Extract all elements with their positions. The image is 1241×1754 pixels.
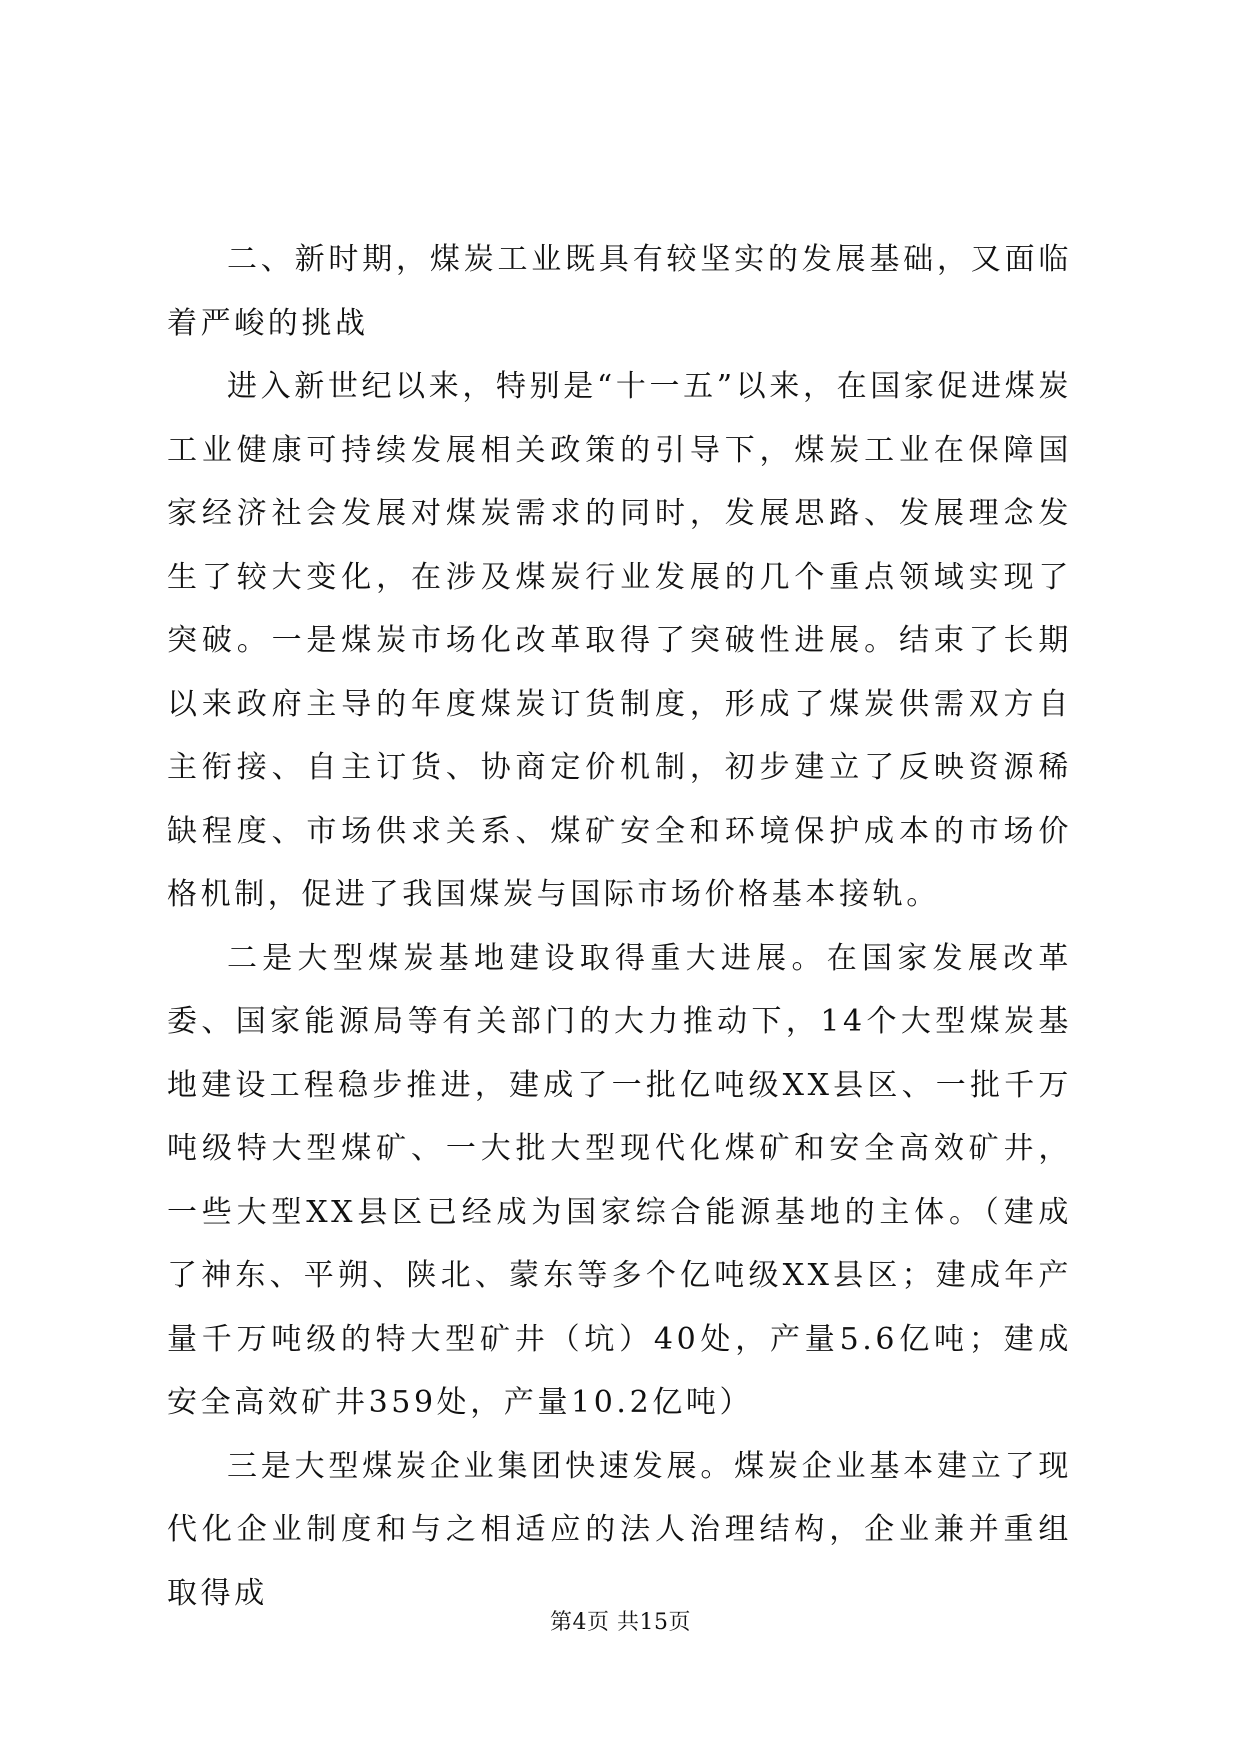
section-heading-paragraph: 二、新时期，煤炭工业既具有较坚实的发展基础，又面临着严峻的挑战 (167, 242, 1072, 341)
page-number-footer: 第4页 共15页 (550, 1610, 691, 1635)
body-paragraph: 三是大型煤炭企业集团快速发展。煤炭企业基本建立了现代化企业制度和与之相适应的法人治理结构，企业兼并重组取得成 (167, 1448, 1072, 1611)
body-paragraph: 进入新世纪以来，特别是“十一五”以来，在国家促进煤炭工业健康可持续发展相关政策的引导下，煤炭工业在保障国家经济社会发展对煤炭需求的同时，发展思路、发展理念发生了较大变化，在涉及煤炭行业发展的几个重点领域实现了突破。一是煤炭市场化改革取得了突破性进展。结束了长期以来政府主导的年度煤炭订货制度，形成了煤炭供需双方自主衔接、自主订货、协商定价机制，初步建立了反映资源稀缺程度、市场供求关系、煤矿安全和环境保护成本的市场价格机制，促进了我国煤炭与国际市场价格基本接轨。 (167, 369, 1072, 912)
document-body (167, 228, 1072, 1625)
body-paragraph: 二是大型煤炭基地建设取得重大进展。在国家发展改革委、国家能源局等有关部门的大力推动下，14个大型煤炭基地建设工程稳步推进，建成了一批亿吨级XX县区、一批千万吨级特大型煤矿、一大批大型现代化煤矿和安全高效矿井，一些大型XX县区已经成为国家综合能源基地的主体。（建成了神东、平朔、陕北、蒙东等多个亿吨级XX县区；建成年产量千万吨级的特大型矿井（坑）40处，产量5.6亿吨；建成安全高效矿井359处，产量10.2亿吨） (167, 940, 1072, 1420)
